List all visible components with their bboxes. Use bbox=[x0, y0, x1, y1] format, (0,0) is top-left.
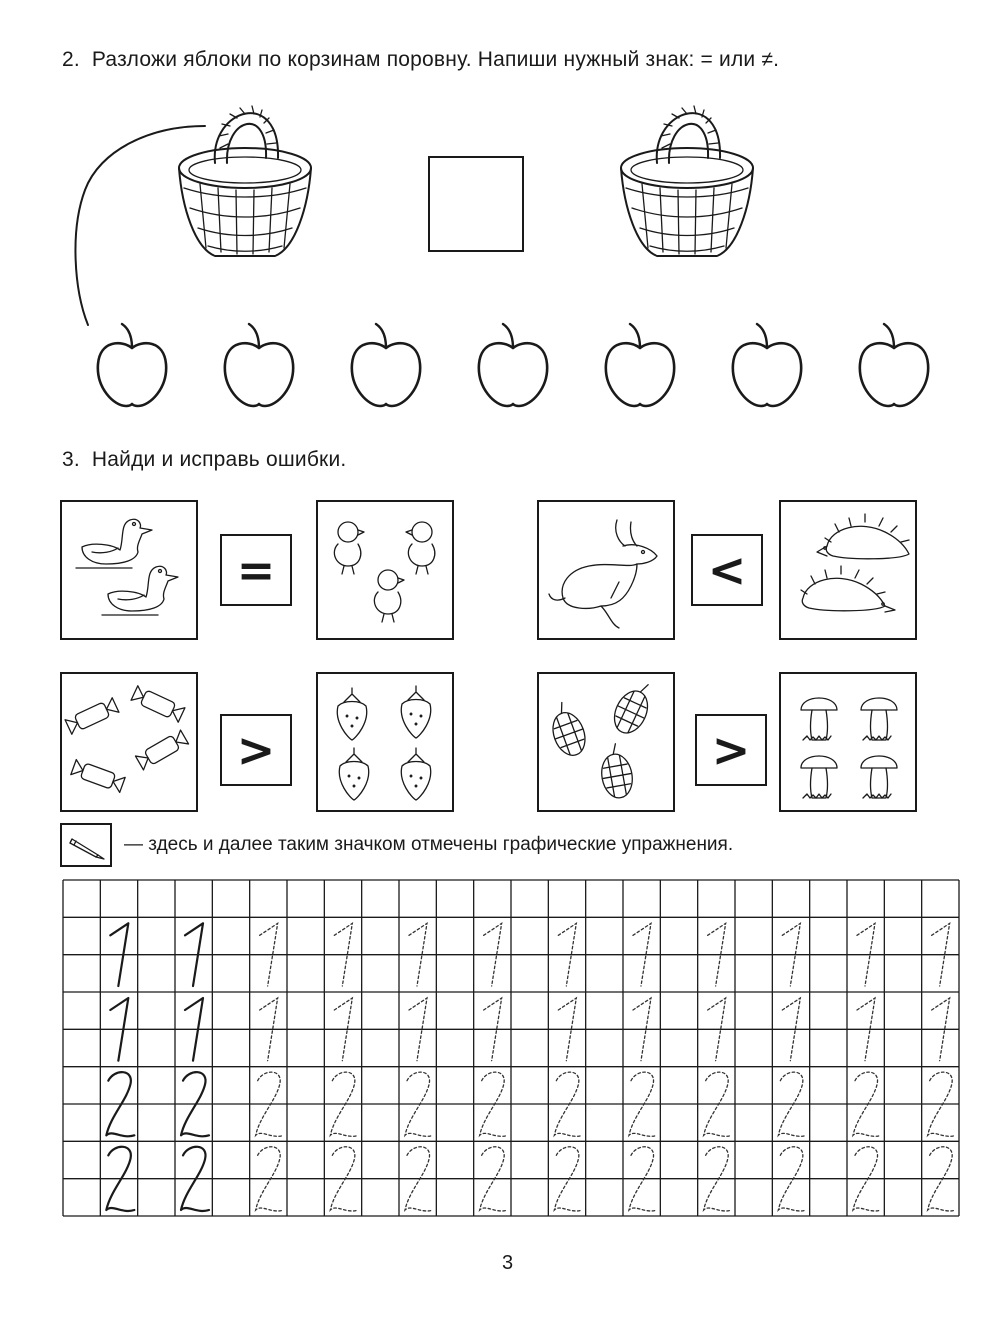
picture-card-hedgehogs bbox=[779, 500, 917, 640]
legend-text: — здесь и далее таким значком отмечены графические упражнения. bbox=[124, 834, 734, 855]
task2-text: Разложи яблоки по корзинам поровну. Напиши нужный знак: = или ≠. bbox=[91, 48, 780, 71]
hare-icon bbox=[539, 502, 677, 642]
pencil-icon bbox=[62, 825, 114, 869]
task3-text: Найди и исправь ошибки. bbox=[91, 448, 347, 471]
basket-icon[interactable] bbox=[612, 88, 762, 268]
grid-lines bbox=[63, 880, 959, 1216]
comparison-sign-1[interactable]: = bbox=[220, 534, 292, 606]
apple-icon[interactable] bbox=[854, 318, 934, 410]
page-number: 3 bbox=[502, 1252, 514, 1274]
picture-card-ducks bbox=[60, 500, 198, 640]
basket-icon[interactable] bbox=[170, 88, 320, 268]
picture-card-candies bbox=[60, 672, 198, 812]
apple-icon[interactable] bbox=[346, 318, 426, 410]
answer-sign-box[interactable] bbox=[428, 156, 524, 252]
task3-number: 3. bbox=[62, 448, 80, 471]
apple-icon[interactable] bbox=[727, 318, 807, 410]
candy-icon bbox=[62, 674, 200, 814]
comparison-sign-3[interactable]: > bbox=[220, 714, 292, 786]
comparison-sign-2[interactable]: < bbox=[691, 534, 763, 606]
picture-card-pine-cones bbox=[537, 672, 675, 812]
chick-icon bbox=[318, 502, 456, 642]
picture-card-hare bbox=[537, 500, 675, 640]
duck-icon bbox=[62, 502, 200, 642]
writing-grid bbox=[63, 880, 959, 1216]
strawberry-icon bbox=[318, 674, 456, 814]
apple-icon[interactable] bbox=[473, 318, 553, 410]
comparison-sign-4[interactable]: > bbox=[695, 714, 767, 786]
task2-number: 2. bbox=[62, 48, 80, 71]
mushroom-icon bbox=[781, 674, 919, 814]
apple-icon[interactable] bbox=[600, 318, 680, 410]
picture-card-mushrooms bbox=[779, 672, 917, 812]
apple-icon[interactable] bbox=[92, 318, 172, 410]
picture-card-strawberries bbox=[316, 672, 454, 812]
hedgehog-icon bbox=[781, 502, 919, 642]
pine-cone-icon bbox=[539, 674, 677, 814]
apple-icon[interactable] bbox=[219, 318, 299, 410]
pencil-icon-box bbox=[60, 823, 112, 867]
task3-heading bbox=[62, 448, 346, 472]
picture-card-chicks bbox=[316, 500, 454, 640]
